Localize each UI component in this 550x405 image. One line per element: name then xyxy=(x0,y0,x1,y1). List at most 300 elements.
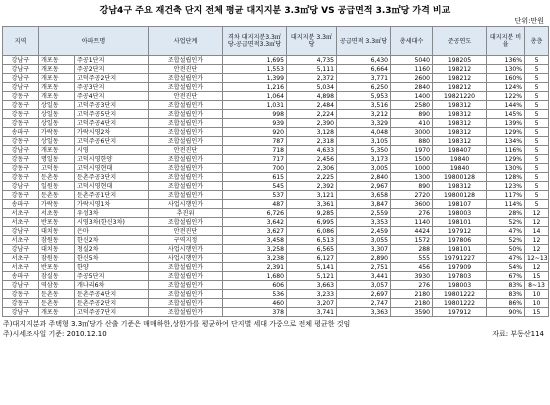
table-cell: 198101 xyxy=(433,245,487,254)
table-cell: 송파구 xyxy=(3,200,39,209)
table-cell: 545 xyxy=(223,182,287,191)
table-cell: 5 xyxy=(525,128,549,137)
table-cell: 3,329 xyxy=(337,119,391,128)
table-cell: 6,726 xyxy=(223,209,287,218)
table-cell: 14 xyxy=(525,227,549,236)
table-cell: 조합설립인가 xyxy=(149,83,223,92)
table-cell: 강동구 xyxy=(3,119,39,128)
table-cell: 5 xyxy=(525,74,549,83)
table-cell: 47% xyxy=(487,227,525,236)
table-cell: 2,224 xyxy=(287,110,337,119)
table-cell: 개포동 xyxy=(39,92,75,101)
table-cell: 12 xyxy=(525,263,549,272)
table-row xyxy=(3,245,549,254)
table-cell: 2,697 xyxy=(337,290,391,299)
header-households: 총세대수 xyxy=(391,27,433,56)
table-cell: 15 xyxy=(525,308,549,317)
table-cell: 2,459 xyxy=(337,227,391,236)
table-cell: 2,306 xyxy=(287,164,337,173)
table-cell: 890 xyxy=(391,110,433,119)
table-cell: 서초구 xyxy=(3,254,39,263)
table-cell: 주공1단지 xyxy=(75,56,149,65)
table-cell: 198212 xyxy=(433,74,487,83)
table-cell: 안전진단 xyxy=(149,92,223,101)
table-cell: 4,048 xyxy=(337,128,391,137)
table-cell: 5,121 xyxy=(287,272,337,281)
table-cell: 강동구 xyxy=(3,299,39,308)
table-cell: 8~13 xyxy=(525,281,549,290)
table-cell: 5 xyxy=(525,92,549,101)
table-cell: 5,141 xyxy=(287,263,337,272)
table-cell: 198212 xyxy=(433,65,487,74)
table-cell: 1000 xyxy=(391,164,433,173)
table-cell: 고덕주공7단지 xyxy=(75,308,149,317)
table-cell: 5 xyxy=(525,191,549,200)
table-cell: 고덕시영현대 xyxy=(75,182,149,191)
table-cell: 개포동 xyxy=(39,308,75,317)
table-cell: 조합설립인가 xyxy=(149,299,223,308)
table-cell: 반포동 xyxy=(39,218,75,227)
table-cell: 3,361 xyxy=(287,200,337,209)
table-cell: 개포동 xyxy=(39,74,75,83)
table-cell: 3,121 xyxy=(287,191,337,200)
table-cell: 강남구 xyxy=(3,227,39,236)
table-cell: 6,086 xyxy=(287,227,337,236)
header-supply-price: 공급면적 3.3㎡당 xyxy=(337,27,391,56)
table-cell: 시영 xyxy=(75,146,149,155)
table-cell: 3,658 xyxy=(337,191,391,200)
table-cell: 상일동 xyxy=(39,110,75,119)
table-cell: 주공2단지 xyxy=(75,65,149,74)
table-cell: 1160 xyxy=(391,65,433,74)
table-cell: 487 xyxy=(223,200,287,209)
table-row xyxy=(3,173,549,182)
table-cell: 조합설립인가 xyxy=(149,263,223,272)
table-cell: 우성3차 xyxy=(75,209,149,218)
table-cell: 5 xyxy=(525,65,549,74)
table-cell: 4,633 xyxy=(287,146,337,155)
table-cell: 잠원동 xyxy=(39,236,75,245)
table-cell: 197912 xyxy=(433,308,487,317)
table-cell: 5 xyxy=(525,56,549,65)
table-cell: 10 xyxy=(525,290,549,299)
table-row xyxy=(3,137,549,146)
table-cell: 잠실동 xyxy=(39,272,75,281)
table-cell: 139% xyxy=(487,119,525,128)
table-cell: 고덕주공6단지 xyxy=(75,137,149,146)
table-cell: 197912 xyxy=(433,227,487,236)
table-cell: 3,055 xyxy=(337,236,391,245)
table-cell: 3,741 xyxy=(287,308,337,317)
table-cell: 3,663 xyxy=(287,281,337,290)
table-cell: 주공4단지 xyxy=(75,92,149,101)
table-cell: 대치동 xyxy=(39,227,75,236)
table-cell: 1400 xyxy=(391,92,433,101)
table-cell: 276 xyxy=(391,209,433,218)
table-cell: 고덕주공5단지 xyxy=(75,110,149,119)
table-cell: 조합설립인가 xyxy=(149,101,223,110)
header-gap: 격차 대지지분3.3㎡당-공급면적3.3㎡당 xyxy=(223,27,287,56)
table-cell: 52% xyxy=(487,218,525,227)
footnote-calculation: 주)대지지분과 주택형 3.3㎡당가 산출 기준은 매매하한,상한가를 평균하여 단지별 세대 가중으로 전체 평균한 것임 xyxy=(3,320,351,328)
table-cell: 197806 xyxy=(433,236,487,245)
table-cell: 12 xyxy=(525,236,549,245)
table-cell: 5 xyxy=(525,83,549,92)
table-cell: 19840 xyxy=(433,155,487,164)
header-land-price: 대지지분 3.3㎡당 xyxy=(287,27,337,56)
table-cell: 가락시영1차 xyxy=(75,200,149,209)
table-cell: 고덕동 xyxy=(39,164,75,173)
table-cell: 강남구 xyxy=(3,74,39,83)
table-cell: 536 xyxy=(223,290,287,299)
table-cell: 2,747 xyxy=(337,299,391,308)
table-row xyxy=(3,101,549,110)
table-cell: 90% xyxy=(487,308,525,317)
table-cell: 136% xyxy=(487,56,525,65)
table-cell: 조합설립인가 xyxy=(149,308,223,317)
table-cell: 19800128 xyxy=(433,191,487,200)
table-cell: 조합설립인가 xyxy=(149,164,223,173)
table-row xyxy=(3,146,549,155)
table-cell: 조합설립인가 xyxy=(149,191,223,200)
table-cell: 3,057 xyxy=(337,281,391,290)
table-cell: 198003 xyxy=(433,281,487,290)
table-cell: 198407 xyxy=(433,146,487,155)
table-cell: 6,127 xyxy=(287,254,337,263)
table-cell: 둔촌동 xyxy=(39,299,75,308)
table-cell: 124% xyxy=(487,83,525,92)
table-cell: 조합설립인가 xyxy=(149,128,223,137)
table-cell: 강동구 xyxy=(3,164,39,173)
table-cell: 276 xyxy=(391,281,433,290)
table-cell: 83% xyxy=(487,281,525,290)
table-cell: 197803 xyxy=(433,272,487,281)
table-cell: 5040 xyxy=(391,56,433,65)
table-cell: 5 xyxy=(525,146,549,155)
table-cell: 197909 xyxy=(433,263,487,272)
table-row xyxy=(3,218,549,227)
table-cell: 50% xyxy=(487,245,525,254)
table-cell: 3,363 xyxy=(337,308,391,317)
table-cell: 고덕주공4단지 xyxy=(75,119,149,128)
table-row xyxy=(3,263,549,272)
table-cell: 잠원동 xyxy=(39,254,75,263)
header-region: 지역 xyxy=(3,27,39,56)
table-cell: 144% xyxy=(487,101,525,110)
table-cell: 1140 xyxy=(391,218,433,227)
table-cell: 3,212 xyxy=(337,110,391,119)
table-cell: 조합설립인가 xyxy=(149,155,223,164)
table-cell: 3,307 xyxy=(337,245,391,254)
table-cell: 2600 xyxy=(391,74,433,83)
table-cell: 86% xyxy=(487,299,525,308)
table-cell: 6,513 xyxy=(287,236,337,245)
table-cell: 한신5차 xyxy=(75,254,149,263)
table-row xyxy=(3,299,549,308)
page-title: 강남4구 주요 재건축 단지 전체 평균 대지지분 3.3㎡당 VS 공급면적 3.3㎡당 가격 비교 xyxy=(99,6,451,16)
table-cell: 추진위 xyxy=(149,209,223,218)
table-cell: 안전진단 xyxy=(149,227,223,236)
table-cell: 5 xyxy=(525,173,549,182)
table-row xyxy=(3,65,549,74)
table-row xyxy=(3,182,549,191)
table-cell: 130% xyxy=(487,65,525,74)
table-cell: 4424 xyxy=(391,227,433,236)
table-cell: 서초동 xyxy=(39,209,75,218)
table-row xyxy=(3,209,549,218)
table-cell: 880 xyxy=(391,137,433,146)
table-cell: 2,392 xyxy=(287,182,337,191)
table-cell: 조합설립인가 xyxy=(149,182,223,191)
table-cell: 2,559 xyxy=(337,209,391,218)
table-cell: 2,372 xyxy=(287,74,337,83)
table-row xyxy=(3,128,549,137)
table-cell: 47% xyxy=(487,254,525,263)
table-cell: 개포동 xyxy=(39,83,75,92)
table-cell: 5 xyxy=(525,164,549,173)
table-cell: 강남구 xyxy=(3,146,39,155)
table-cell: 3,173 xyxy=(337,155,391,164)
table-row xyxy=(3,191,549,200)
table-cell: 10 xyxy=(525,299,549,308)
table-cell: 둔촌동 xyxy=(39,290,75,299)
table-cell: 고덕시영한양 xyxy=(75,155,149,164)
table-cell: 개포동 xyxy=(39,65,75,74)
table-cell: 19821220 xyxy=(433,92,487,101)
table-cell: 19800128 xyxy=(433,173,487,182)
table-cell: 반포동 xyxy=(39,263,75,272)
table-cell: 6,664 xyxy=(337,65,391,74)
table-row xyxy=(3,290,549,299)
table-cell: 6,250 xyxy=(337,83,391,92)
table-cell: 안전진단 xyxy=(149,146,223,155)
table-cell: 1,031 xyxy=(223,101,287,110)
table-cell: 198312 xyxy=(433,137,487,146)
table-cell: 개포동 xyxy=(39,146,75,155)
table-row xyxy=(3,119,549,128)
table-cell: 456 xyxy=(391,263,433,272)
table-cell: 718 xyxy=(223,146,287,155)
table-cell: 160% xyxy=(487,74,525,83)
footnote-date: 주)시세조사일 기준: 2010.12.10 xyxy=(3,330,107,338)
table-cell: 52% xyxy=(487,236,525,245)
table-cell: 둔촌동 xyxy=(39,191,75,200)
table-cell: 강동구 xyxy=(3,137,39,146)
table-cell: 고덕시영현대 xyxy=(75,164,149,173)
table-cell: 2,751 xyxy=(337,263,391,272)
table-cell: 3,847 xyxy=(337,200,391,209)
table-cell: 2720 xyxy=(391,191,433,200)
table-cell: 12 xyxy=(525,209,549,218)
table-cell: 19801222 xyxy=(433,290,487,299)
table-cell: 288 xyxy=(391,245,433,254)
table-cell: 상일동 xyxy=(39,119,75,128)
table-cell: 198312 xyxy=(433,101,487,110)
table-cell: 1,064 xyxy=(223,92,287,101)
table-cell: 1300 xyxy=(391,173,433,182)
table-cell: 378 xyxy=(223,308,287,317)
table-cell: 강남구 xyxy=(3,308,39,317)
table-cell: 서초구 xyxy=(3,263,39,272)
table-cell: 460 xyxy=(223,299,287,308)
table-cell: 787 xyxy=(223,137,287,146)
table-cell: 3,233 xyxy=(287,290,337,299)
table-cell: 2180 xyxy=(391,290,433,299)
table-cell: 2,225 xyxy=(287,173,337,182)
table-cell: 2,391 xyxy=(223,263,287,272)
table-cell: 고덕주공3단지 xyxy=(75,101,149,110)
table-cell: 130% xyxy=(487,164,525,173)
table-cell: 5,111 xyxy=(287,65,337,74)
table-cell: 5 xyxy=(525,182,549,191)
table-cell: 조합설립인가 xyxy=(149,56,223,65)
table-cell: 서초구 xyxy=(3,236,39,245)
table-cell: 고덕주공2단지 xyxy=(75,74,149,83)
table-cell: 700 xyxy=(223,164,287,173)
table-cell: 강동구 xyxy=(3,290,39,299)
table-cell: 3,627 xyxy=(223,227,287,236)
table-cell: 3,353 xyxy=(337,218,391,227)
table-cell: 강남구 xyxy=(3,245,39,254)
table-cell: 198212 xyxy=(433,83,487,92)
table-cell: 둔촌주공2단지 xyxy=(75,299,149,308)
table-row xyxy=(3,308,549,317)
table-cell: 둔촌주공4단지 xyxy=(75,290,149,299)
table-row xyxy=(3,236,549,245)
table-cell: 12 xyxy=(525,218,549,227)
table-cell: 조합설립인가 xyxy=(149,281,223,290)
table-cell: 4,735 xyxy=(287,56,337,65)
table-cell: 3,258 xyxy=(223,245,287,254)
table-cell: 128% xyxy=(487,173,525,182)
table-cell: 717 xyxy=(223,155,287,164)
table-cell: 2840 xyxy=(391,83,433,92)
table-cell: 2,484 xyxy=(287,101,337,110)
table-row xyxy=(3,92,549,101)
table-cell: 1970 xyxy=(391,146,433,155)
table-cell: 555 xyxy=(391,254,433,263)
table-cell: 83% xyxy=(487,290,525,299)
table-cell: 사업시행인가 xyxy=(149,254,223,263)
table-cell: 2,390 xyxy=(287,119,337,128)
table-cell: 3,771 xyxy=(337,74,391,83)
table-cell: 일원동 xyxy=(39,182,75,191)
table-cell: 조합설립인가 xyxy=(149,173,223,182)
table-cell: 2,840 xyxy=(337,173,391,182)
table-cell: 114% xyxy=(487,200,525,209)
table-cell: 조합설립인가 xyxy=(149,74,223,83)
table-row xyxy=(3,56,549,65)
table-cell: 조합설립인가 xyxy=(149,218,223,227)
table-cell: 송파구 xyxy=(3,128,39,137)
table-cell: 강남구 xyxy=(3,182,39,191)
table-cell: 67% xyxy=(487,272,525,281)
table-cell: 3,441 xyxy=(337,272,391,281)
table-cell: 198107 xyxy=(433,200,487,209)
table-cell: 둔촌주공3단지 xyxy=(75,173,149,182)
table-cell: 은마 xyxy=(75,227,149,236)
table-cell: 122% xyxy=(487,92,525,101)
table-header-row xyxy=(3,27,549,56)
table-cell: 3930 xyxy=(391,272,433,281)
table-cell: 19801222 xyxy=(433,299,487,308)
table-cell: 사업시행인가 xyxy=(149,245,223,254)
table-cell: 가락동 xyxy=(39,200,75,209)
table-cell: 서초구 xyxy=(3,209,39,218)
table-cell: 5,953 xyxy=(337,92,391,101)
table-cell: 서초구 xyxy=(3,218,39,227)
table-cell: 3,642 xyxy=(223,218,287,227)
table-cell: 강남구 xyxy=(3,281,39,290)
table-cell: 920 xyxy=(223,128,287,137)
table-cell: 3,516 xyxy=(337,101,391,110)
table-cell: 강남구 xyxy=(3,65,39,74)
header-floors: 총층 xyxy=(525,27,549,56)
table-cell: 117% xyxy=(487,191,525,200)
table-cell: 강남구 xyxy=(3,56,39,65)
table-cell: 19791227 xyxy=(433,254,487,263)
table-row xyxy=(3,227,549,236)
table-cell: 1,216 xyxy=(223,83,287,92)
table-cell: 조합설립인가 xyxy=(149,119,223,128)
table-cell: 1572 xyxy=(391,236,433,245)
table-cell: 구역지정 xyxy=(149,236,223,245)
table-cell: 강동구 xyxy=(3,110,39,119)
table-cell: 12~13 xyxy=(525,254,549,263)
table-cell: 사업시행인가 xyxy=(149,200,223,209)
table-cell: 1,399 xyxy=(223,74,287,83)
table-cell: 198205 xyxy=(433,56,487,65)
table-row xyxy=(3,281,549,290)
table-cell: 6,565 xyxy=(287,245,337,254)
table-cell: 명일동 xyxy=(39,155,75,164)
table-cell: 3,458 xyxy=(223,236,287,245)
table-cell: 5 xyxy=(525,119,549,128)
table-row xyxy=(3,164,549,173)
table-cell: 3000 xyxy=(391,128,433,137)
table-cell: 28% xyxy=(487,209,525,218)
header-year: 준공연도 xyxy=(433,27,487,56)
table-cell: 5,034 xyxy=(287,83,337,92)
table-cell: 9,285 xyxy=(287,209,337,218)
table-cell: 1500 xyxy=(391,155,433,164)
table-row xyxy=(3,272,549,281)
table-cell: 2180 xyxy=(391,299,433,308)
table-cell: 강동구 xyxy=(3,173,39,182)
table-cell: 606 xyxy=(223,281,287,290)
header-apt-name: 아파트명 xyxy=(39,27,149,56)
table-cell: 송파구 xyxy=(3,272,39,281)
table-cell: 안전진단 xyxy=(149,65,223,74)
table-row xyxy=(3,155,549,164)
table-cell: 한신2차 xyxy=(75,236,149,245)
table-cell: 가락동 xyxy=(39,128,75,137)
comparison-table xyxy=(2,26,549,317)
table-cell: 54% xyxy=(487,263,525,272)
table-cell: 조합설립인가 xyxy=(149,272,223,281)
table-cell: 1,680 xyxy=(223,272,287,281)
table-cell: 1,695 xyxy=(223,56,287,65)
table-cell: 3,005 xyxy=(337,164,391,173)
table-cell: 3,207 xyxy=(287,299,337,308)
table-cell: 890 xyxy=(391,182,433,191)
table-cell: 5 xyxy=(525,101,549,110)
table-cell: 998 xyxy=(223,110,287,119)
table-cell: 강남구 xyxy=(3,83,39,92)
table-cell: 상일동 xyxy=(39,137,75,146)
table-cell: 123% xyxy=(487,182,525,191)
table-cell: 시영3차(한신3차) xyxy=(75,218,149,227)
